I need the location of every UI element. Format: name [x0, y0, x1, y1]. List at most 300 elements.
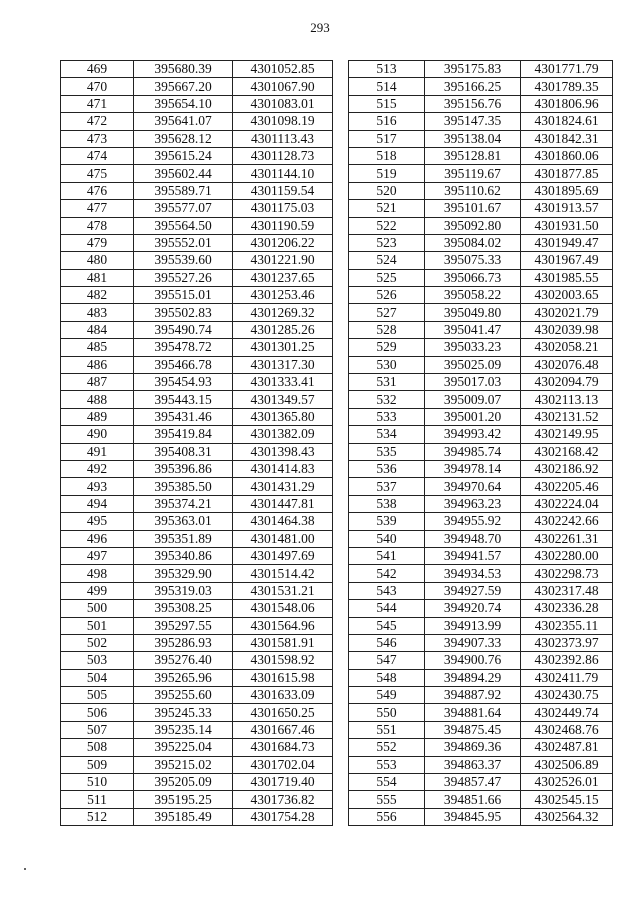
table-row [61, 617, 333, 634]
y-coordinate-cell: 4301789.35 [521, 78, 613, 95]
x-coordinate-cell: 395075.33 [425, 252, 521, 269]
y-coordinate-cell: 4302094.79 [521, 374, 613, 391]
point-number-cell: 519 [349, 165, 425, 182]
table-row [61, 652, 333, 669]
point-number-cell: 510 [61, 774, 134, 791]
y-coordinate-cell: 4301481.00 [233, 530, 333, 547]
y-coordinate-cell: 4301144.10 [233, 165, 333, 182]
point-number-cell: 555 [349, 791, 425, 808]
point-number-cell: 531 [349, 374, 425, 391]
table-row [61, 408, 333, 425]
x-coordinate-cell: 394894.29 [425, 669, 521, 686]
point-number-cell: 543 [349, 582, 425, 599]
x-coordinate-cell: 395166.25 [425, 78, 521, 95]
y-coordinate-cell: 4301159.54 [233, 182, 333, 199]
table-row [61, 95, 333, 112]
point-number-cell: 497 [61, 547, 134, 564]
x-coordinate-cell: 395009.07 [425, 391, 521, 408]
table-row [349, 391, 613, 408]
table-row [349, 756, 613, 773]
y-coordinate-cell: 4302449.74 [521, 704, 613, 721]
y-coordinate-cell: 4302430.75 [521, 687, 613, 704]
x-coordinate-cell: 395385.50 [134, 478, 233, 495]
table-row [61, 460, 333, 477]
x-coordinate-cell: 395602.44 [134, 165, 233, 182]
table-row [349, 547, 613, 564]
x-coordinate-cell: 395431.46 [134, 408, 233, 425]
page-number: 293 [310, 20, 330, 35]
point-number-cell: 473 [61, 130, 134, 147]
point-number-cell: 472 [61, 113, 134, 130]
table-row [61, 774, 333, 791]
y-coordinate-cell: 4301285.26 [233, 321, 333, 338]
table-row [349, 304, 613, 321]
y-coordinate-cell: 4301754.28 [233, 808, 333, 825]
y-coordinate-cell: 4302526.01 [521, 774, 613, 791]
point-number-cell: 553 [349, 756, 425, 773]
y-coordinate-cell: 4301269.32 [233, 304, 333, 321]
y-coordinate-cell: 4301098.19 [233, 113, 333, 130]
y-coordinate-cell: 4302003.65 [521, 287, 613, 304]
y-coordinate-cell: 4301301.25 [233, 339, 333, 356]
table-row [61, 130, 333, 147]
table-row [349, 339, 613, 356]
table-row [349, 478, 613, 495]
x-coordinate-cell: 395066.73 [425, 269, 521, 286]
point-number-cell: 528 [349, 321, 425, 338]
point-number-cell: 485 [61, 339, 134, 356]
x-coordinate-cell: 395680.39 [134, 61, 233, 78]
x-coordinate-cell: 395049.80 [425, 304, 521, 321]
table-row [61, 687, 333, 704]
y-coordinate-cell: 4302487.81 [521, 739, 613, 756]
x-coordinate-cell: 395329.90 [134, 565, 233, 582]
point-number-cell: 552 [349, 739, 425, 756]
y-coordinate-cell: 4301497.69 [233, 547, 333, 564]
table-row [61, 356, 333, 373]
y-coordinate-cell: 4301967.49 [521, 252, 613, 269]
table-row [61, 182, 333, 199]
point-number-cell: 554 [349, 774, 425, 791]
point-number-cell: 548 [349, 669, 425, 686]
table-row [349, 582, 613, 599]
point-number-cell: 488 [61, 391, 134, 408]
point-number-cell: 507 [61, 721, 134, 738]
point-number-cell: 551 [349, 721, 425, 738]
table-row [349, 113, 613, 130]
table-row [349, 634, 613, 651]
point-number-cell: 470 [61, 78, 134, 95]
point-number-cell: 481 [61, 269, 134, 286]
y-coordinate-cell: 4301431.29 [233, 478, 333, 495]
x-coordinate-cell: 395017.03 [425, 374, 521, 391]
table-row [61, 339, 333, 356]
y-coordinate-cell: 4301667.46 [233, 721, 333, 738]
x-coordinate-cell: 395058.22 [425, 287, 521, 304]
table-row [61, 704, 333, 721]
point-number-cell: 495 [61, 513, 134, 530]
x-coordinate-cell: 394948.70 [425, 530, 521, 547]
point-number-cell: 491 [61, 443, 134, 460]
x-coordinate-cell: 394863.37 [425, 756, 521, 773]
table-row [61, 165, 333, 182]
x-coordinate-cell: 394887.92 [425, 687, 521, 704]
x-coordinate-cell: 394941.57 [425, 547, 521, 564]
x-coordinate-cell: 395564.50 [134, 217, 233, 234]
table-row [349, 165, 613, 182]
point-number-cell: 480 [61, 252, 134, 269]
table-row [349, 565, 613, 582]
y-coordinate-cell: 4301548.06 [233, 600, 333, 617]
table-row [61, 374, 333, 391]
y-coordinate-cell: 4302468.76 [521, 721, 613, 738]
table-row [349, 217, 613, 234]
point-number-cell: 471 [61, 95, 134, 112]
point-number-cell: 541 [349, 547, 425, 564]
table-row [349, 408, 613, 425]
y-coordinate-cell: 4301650.25 [233, 704, 333, 721]
x-coordinate-cell: 395527.26 [134, 269, 233, 286]
y-coordinate-cell: 4301949.47 [521, 234, 613, 251]
y-coordinate-cell: 4302506.89 [521, 756, 613, 773]
x-coordinate-cell: 394978.14 [425, 460, 521, 477]
x-coordinate-cell: 394993.42 [425, 426, 521, 443]
x-coordinate-cell: 395641.07 [134, 113, 233, 130]
y-coordinate-cell: 4301877.85 [521, 165, 613, 182]
table-row [61, 582, 333, 599]
point-number-cell: 504 [61, 669, 134, 686]
x-coordinate-cell: 394875.45 [425, 721, 521, 738]
point-number-cell: 482 [61, 287, 134, 304]
point-number-cell: 487 [61, 374, 134, 391]
x-coordinate-cell: 395502.83 [134, 304, 233, 321]
x-coordinate-cell: 394927.59 [425, 582, 521, 599]
point-number-cell: 483 [61, 304, 134, 321]
point-number-cell: 496 [61, 530, 134, 547]
point-number-cell: 538 [349, 495, 425, 512]
x-coordinate-cell: 394934.53 [425, 565, 521, 582]
point-number-cell: 479 [61, 234, 134, 251]
table-row [349, 791, 613, 808]
point-number-cell: 550 [349, 704, 425, 721]
point-number-cell: 515 [349, 95, 425, 112]
y-coordinate-cell: 4301206.22 [233, 234, 333, 251]
point-number-cell: 529 [349, 339, 425, 356]
point-number-cell: 545 [349, 617, 425, 634]
x-coordinate-cell: 394851.66 [425, 791, 521, 808]
point-number-cell: 501 [61, 617, 134, 634]
x-coordinate-cell: 394913.99 [425, 617, 521, 634]
point-number-cell: 542 [349, 565, 425, 582]
y-coordinate-cell: 4301414.83 [233, 460, 333, 477]
point-number-cell: 499 [61, 582, 134, 599]
x-coordinate-cell: 395101.67 [425, 200, 521, 217]
y-coordinate-cell: 4301067.90 [233, 78, 333, 95]
point-number-cell: 502 [61, 634, 134, 651]
y-coordinate-cell: 4301128.73 [233, 147, 333, 164]
point-number-cell: 523 [349, 234, 425, 251]
x-coordinate-cell: 394985.74 [425, 443, 521, 460]
table-body [349, 61, 613, 826]
x-coordinate-cell: 395255.60 [134, 687, 233, 704]
x-coordinate-cell: 395308.25 [134, 600, 233, 617]
table-row [61, 113, 333, 130]
point-number-cell: 537 [349, 478, 425, 495]
x-coordinate-cell: 395454.93 [134, 374, 233, 391]
x-coordinate-cell: 395552.01 [134, 234, 233, 251]
x-coordinate-cell: 395225.04 [134, 739, 233, 756]
y-coordinate-cell: 4301598.92 [233, 652, 333, 669]
table-row [349, 130, 613, 147]
point-number-cell: 474 [61, 147, 134, 164]
x-coordinate-cell: 395175.83 [425, 61, 521, 78]
table-row [349, 426, 613, 443]
x-coordinate-cell: 394955.92 [425, 513, 521, 530]
table-row [61, 669, 333, 686]
table-row [349, 495, 613, 512]
y-coordinate-cell: 4302149.95 [521, 426, 613, 443]
x-coordinate-cell: 394963.23 [425, 495, 521, 512]
y-coordinate-cell: 4301253.46 [233, 287, 333, 304]
point-number-cell: 556 [349, 808, 425, 825]
y-coordinate-cell: 4301237.65 [233, 269, 333, 286]
table-row [61, 321, 333, 338]
table-body [61, 61, 333, 826]
x-coordinate-cell: 394881.64 [425, 704, 521, 721]
y-coordinate-cell: 4302168.42 [521, 443, 613, 460]
x-coordinate-cell: 395185.49 [134, 808, 233, 825]
x-coordinate-cell: 395478.72 [134, 339, 233, 356]
x-coordinate-cell: 395276.40 [134, 652, 233, 669]
x-coordinate-cell: 395041.47 [425, 321, 521, 338]
point-number-cell: 493 [61, 478, 134, 495]
table-row [61, 547, 333, 564]
point-number-cell: 533 [349, 408, 425, 425]
y-coordinate-cell: 4302355.11 [521, 617, 613, 634]
table-row [349, 78, 613, 95]
point-number-cell: 513 [349, 61, 425, 78]
point-number-cell: 492 [61, 460, 134, 477]
table-row [61, 791, 333, 808]
y-coordinate-cell: 4302280.00 [521, 547, 613, 564]
point-number-cell: 518 [349, 147, 425, 164]
point-number-cell: 484 [61, 321, 134, 338]
table-row [61, 200, 333, 217]
x-coordinate-cell: 395156.76 [425, 95, 521, 112]
x-coordinate-cell: 395286.93 [134, 634, 233, 651]
y-coordinate-cell: 4301895.69 [521, 182, 613, 199]
coordinate-table-left [60, 60, 333, 826]
y-coordinate-cell: 4302373.97 [521, 634, 613, 651]
point-number-cell: 498 [61, 565, 134, 582]
table-row [349, 95, 613, 112]
y-coordinate-cell: 4301221.90 [233, 252, 333, 269]
x-coordinate-cell: 394970.64 [425, 478, 521, 495]
table-row [349, 356, 613, 373]
point-number-cell: 536 [349, 460, 425, 477]
table-row [349, 269, 613, 286]
y-coordinate-cell: 4302261.31 [521, 530, 613, 547]
y-coordinate-cell: 4301113.43 [233, 130, 333, 147]
y-coordinate-cell: 4302564.32 [521, 808, 613, 825]
y-coordinate-cell: 4301719.40 [233, 774, 333, 791]
table-row [61, 721, 333, 738]
y-coordinate-cell: 4302392.86 [521, 652, 613, 669]
coordinate-table-right [348, 60, 613, 826]
x-coordinate-cell: 395351.89 [134, 530, 233, 547]
table-row [349, 704, 613, 721]
y-coordinate-cell: 4302131.52 [521, 408, 613, 425]
table-row [61, 234, 333, 251]
y-coordinate-cell: 4301190.59 [233, 217, 333, 234]
x-coordinate-cell: 395577.07 [134, 200, 233, 217]
table-row [349, 234, 613, 251]
point-number-cell: 494 [61, 495, 134, 512]
x-coordinate-cell: 395319.03 [134, 582, 233, 599]
x-coordinate-cell: 395515.01 [134, 287, 233, 304]
table-row [349, 147, 613, 164]
point-number-cell: 516 [349, 113, 425, 130]
x-coordinate-cell: 395119.67 [425, 165, 521, 182]
point-number-cell: 478 [61, 217, 134, 234]
point-number-cell: 469 [61, 61, 134, 78]
table-row [349, 61, 613, 78]
x-coordinate-cell: 395147.35 [425, 113, 521, 130]
y-coordinate-cell: 4302113.13 [521, 391, 613, 408]
table-row [349, 808, 613, 825]
y-coordinate-cell: 4302205.46 [521, 478, 613, 495]
point-number-cell: 506 [61, 704, 134, 721]
y-coordinate-cell: 4301398.43 [233, 443, 333, 460]
point-number-cell: 540 [349, 530, 425, 547]
table-row [349, 443, 613, 460]
table-row [349, 374, 613, 391]
x-coordinate-cell: 395490.74 [134, 321, 233, 338]
point-number-cell: 530 [349, 356, 425, 373]
table-row [61, 269, 333, 286]
point-number-cell: 517 [349, 130, 425, 147]
table-row [349, 252, 613, 269]
y-coordinate-cell: 4301365.80 [233, 408, 333, 425]
x-coordinate-cell: 395084.02 [425, 234, 521, 251]
y-coordinate-cell: 4301317.30 [233, 356, 333, 373]
y-coordinate-cell: 4301913.57 [521, 200, 613, 217]
y-coordinate-cell: 4301931.50 [521, 217, 613, 234]
table-row [61, 513, 333, 530]
y-coordinate-cell: 4301175.03 [233, 200, 333, 217]
x-coordinate-cell: 394907.33 [425, 634, 521, 651]
x-coordinate-cell: 395667.20 [134, 78, 233, 95]
x-coordinate-cell: 395235.14 [134, 721, 233, 738]
x-coordinate-cell: 395539.60 [134, 252, 233, 269]
table-row [61, 565, 333, 582]
x-coordinate-cell: 395205.09 [134, 774, 233, 791]
x-coordinate-cell: 394857.47 [425, 774, 521, 791]
point-number-cell: 547 [349, 652, 425, 669]
x-coordinate-cell: 395110.62 [425, 182, 521, 199]
table-row [349, 287, 613, 304]
x-coordinate-cell: 395092.80 [425, 217, 521, 234]
table-row [61, 600, 333, 617]
y-coordinate-cell: 4301349.57 [233, 391, 333, 408]
x-coordinate-cell: 394869.36 [425, 739, 521, 756]
y-coordinate-cell: 4301615.98 [233, 669, 333, 686]
point-number-cell: 511 [61, 791, 134, 808]
point-number-cell: 512 [61, 808, 134, 825]
x-coordinate-cell: 395265.96 [134, 669, 233, 686]
x-coordinate-cell: 395215.02 [134, 756, 233, 773]
y-coordinate-cell: 4302336.28 [521, 600, 613, 617]
table-row [349, 739, 613, 756]
table-row [61, 252, 333, 269]
point-number-cell: 476 [61, 182, 134, 199]
table-row [349, 721, 613, 738]
table-row [61, 147, 333, 164]
y-coordinate-cell: 4301382.09 [233, 426, 333, 443]
x-coordinate-cell: 395001.20 [425, 408, 521, 425]
table-row [349, 513, 613, 530]
point-number-cell: 486 [61, 356, 134, 373]
table-row [349, 460, 613, 477]
point-number-cell: 477 [61, 200, 134, 217]
y-coordinate-cell: 4301736.82 [233, 791, 333, 808]
table-row [349, 669, 613, 686]
table-row [61, 739, 333, 756]
point-number-cell: 539 [349, 513, 425, 530]
y-coordinate-cell: 4301581.91 [233, 634, 333, 651]
y-coordinate-cell: 4301824.61 [521, 113, 613, 130]
point-number-cell: 503 [61, 652, 134, 669]
point-number-cell: 525 [349, 269, 425, 286]
x-coordinate-cell: 395466.78 [134, 356, 233, 373]
x-coordinate-cell: 394900.76 [425, 652, 521, 669]
y-coordinate-cell: 4301083.01 [233, 95, 333, 112]
y-coordinate-cell: 4302298.73 [521, 565, 613, 582]
point-number-cell: 514 [349, 78, 425, 95]
x-coordinate-cell: 395654.10 [134, 95, 233, 112]
point-number-cell: 546 [349, 634, 425, 651]
table-row [61, 61, 333, 78]
x-coordinate-cell: 395615.24 [134, 147, 233, 164]
y-coordinate-cell: 4301860.06 [521, 147, 613, 164]
y-coordinate-cell: 4302186.92 [521, 460, 613, 477]
y-coordinate-cell: 4302242.66 [521, 513, 613, 530]
y-coordinate-cell: 4301052.85 [233, 61, 333, 78]
point-number-cell: 532 [349, 391, 425, 408]
table-row [349, 530, 613, 547]
point-number-cell: 526 [349, 287, 425, 304]
y-coordinate-cell: 4301702.04 [233, 756, 333, 773]
table-row [61, 756, 333, 773]
x-coordinate-cell: 395396.86 [134, 460, 233, 477]
point-number-cell: 544 [349, 600, 425, 617]
point-number-cell: 489 [61, 408, 134, 425]
x-coordinate-cell: 395363.01 [134, 513, 233, 530]
point-number-cell: 490 [61, 426, 134, 443]
point-number-cell: 509 [61, 756, 134, 773]
y-coordinate-cell: 4302411.79 [521, 669, 613, 686]
y-coordinate-cell: 4302039.98 [521, 321, 613, 338]
y-coordinate-cell: 4302224.04 [521, 495, 613, 512]
table-row [349, 200, 613, 217]
table-row [61, 495, 333, 512]
table-row [349, 600, 613, 617]
x-coordinate-cell: 395589.71 [134, 182, 233, 199]
table-row [61, 287, 333, 304]
x-coordinate-cell: 395443.15 [134, 391, 233, 408]
table-row [61, 443, 333, 460]
x-coordinate-cell: 395408.31 [134, 443, 233, 460]
